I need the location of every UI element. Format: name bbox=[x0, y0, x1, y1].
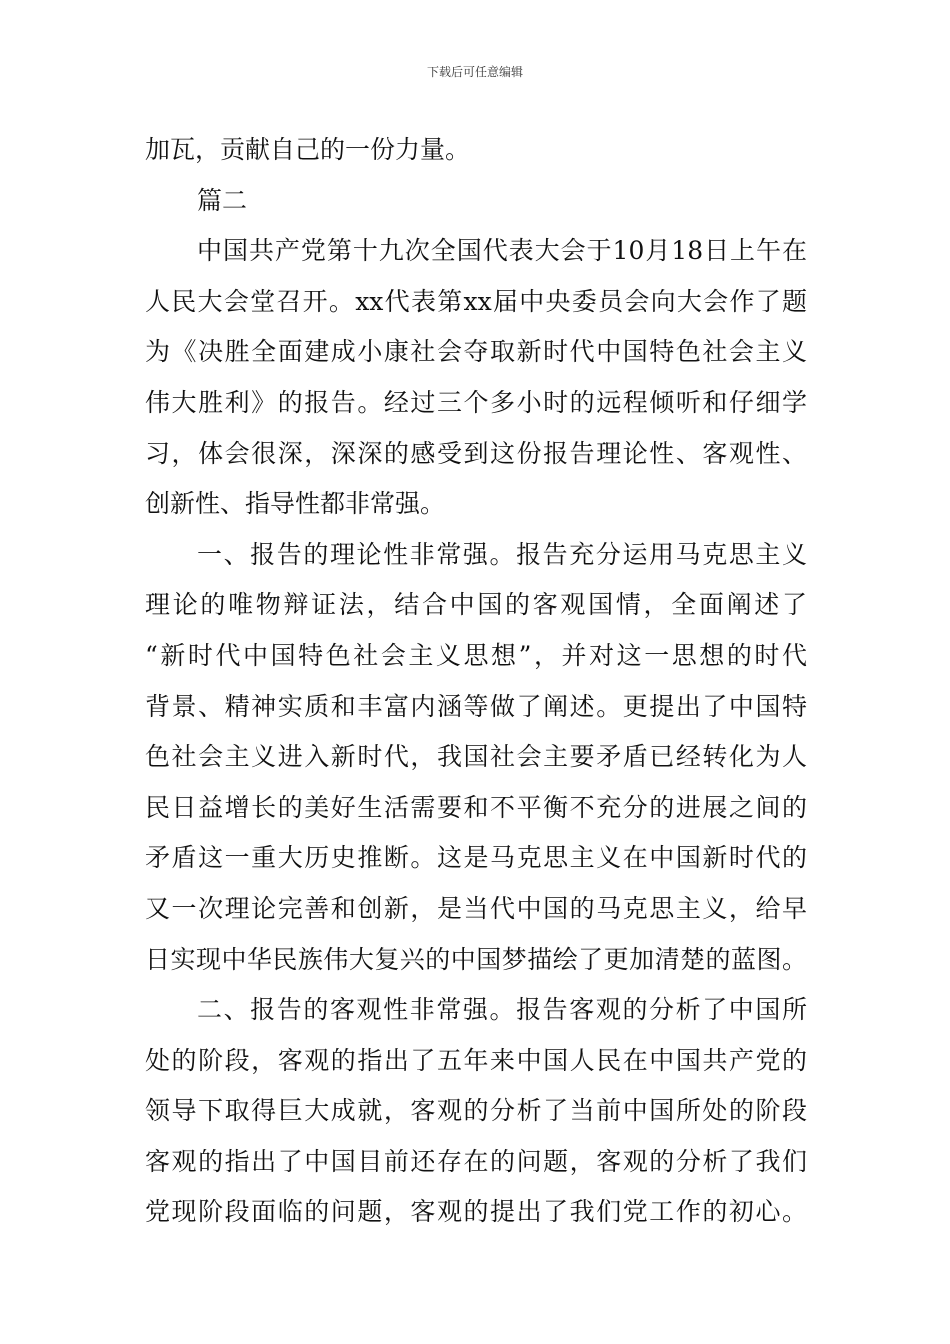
text-line: 习，体会很深，深深的感受到这份报告理论性、客观性、 bbox=[145, 438, 807, 468]
page-header-note: 下载后可任意编辑 bbox=[426, 65, 523, 79]
text-line: 日实现中华民族伟大复兴的中国梦描绘了更加清楚的蓝图。 bbox=[145, 944, 807, 974]
text-line: 二、报告的客观性非常强。报告客观的分析了中国所 bbox=[197, 995, 807, 1025]
text-line: 又一次理论完善和创新，是当代中国的马克思主义，给早 bbox=[145, 893, 807, 923]
text-line: 创新性、指导性都非常强。 bbox=[145, 489, 446, 519]
section-heading: 篇二 bbox=[197, 185, 248, 215]
text-line: 矛盾这一重大历史推断。这是马克思主义在中国新时代的 bbox=[145, 843, 807, 873]
text-line: 加瓦，贡献自己的一份力量。 bbox=[145, 135, 471, 164]
text-line: 客观的指出了中国目前还存在的问题，客观的分析了我们 bbox=[145, 1146, 807, 1176]
text-line: 理论的唯物辩证法，结合中国的客观国情，全面阐述了 bbox=[145, 590, 807, 620]
text-line: 民日益增长的美好生活需要和不平衡不充分的进展之间的 bbox=[145, 792, 807, 822]
text-line: 一、报告的理论性非常强。报告充分运用马克思主义 bbox=[197, 539, 807, 569]
text-line: 色社会主义进入新时代，我国社会主要矛盾已经转化为人 bbox=[145, 742, 807, 772]
text-line: 伟大胜利》的报告。经过三个多小时的远程倾听和仔细学 bbox=[145, 387, 807, 417]
text-line: “新时代中国特色社会主义思想”，并对这一思想的时代 bbox=[145, 640, 807, 670]
text-line: 背景、精神实质和丰富内涵等做了阐述。更提出了中国特 bbox=[145, 691, 807, 721]
text-line: 为《决胜全面建成小康社会夺取新时代中国特色社会主义 bbox=[145, 337, 807, 367]
text-line: 人民大会堂召开。xx代表第xx届中央委员会向大会作了题 bbox=[145, 286, 807, 316]
text-line: 领导下取得巨大成就，客观的分析了当前中国所处的阶段 bbox=[145, 1096, 807, 1126]
text-line: 处的阶段，客观的指出了五年来中国人民在中国共产党的 bbox=[145, 1045, 807, 1075]
text-line: 中国共产党第十九次全国代表大会于10月18日上午在 bbox=[197, 236, 807, 266]
document-body bbox=[145, 125, 807, 1238]
text-line: 党现阶段面临的问题，客观的提出了我们党工作的初心。 bbox=[145, 1197, 807, 1227]
